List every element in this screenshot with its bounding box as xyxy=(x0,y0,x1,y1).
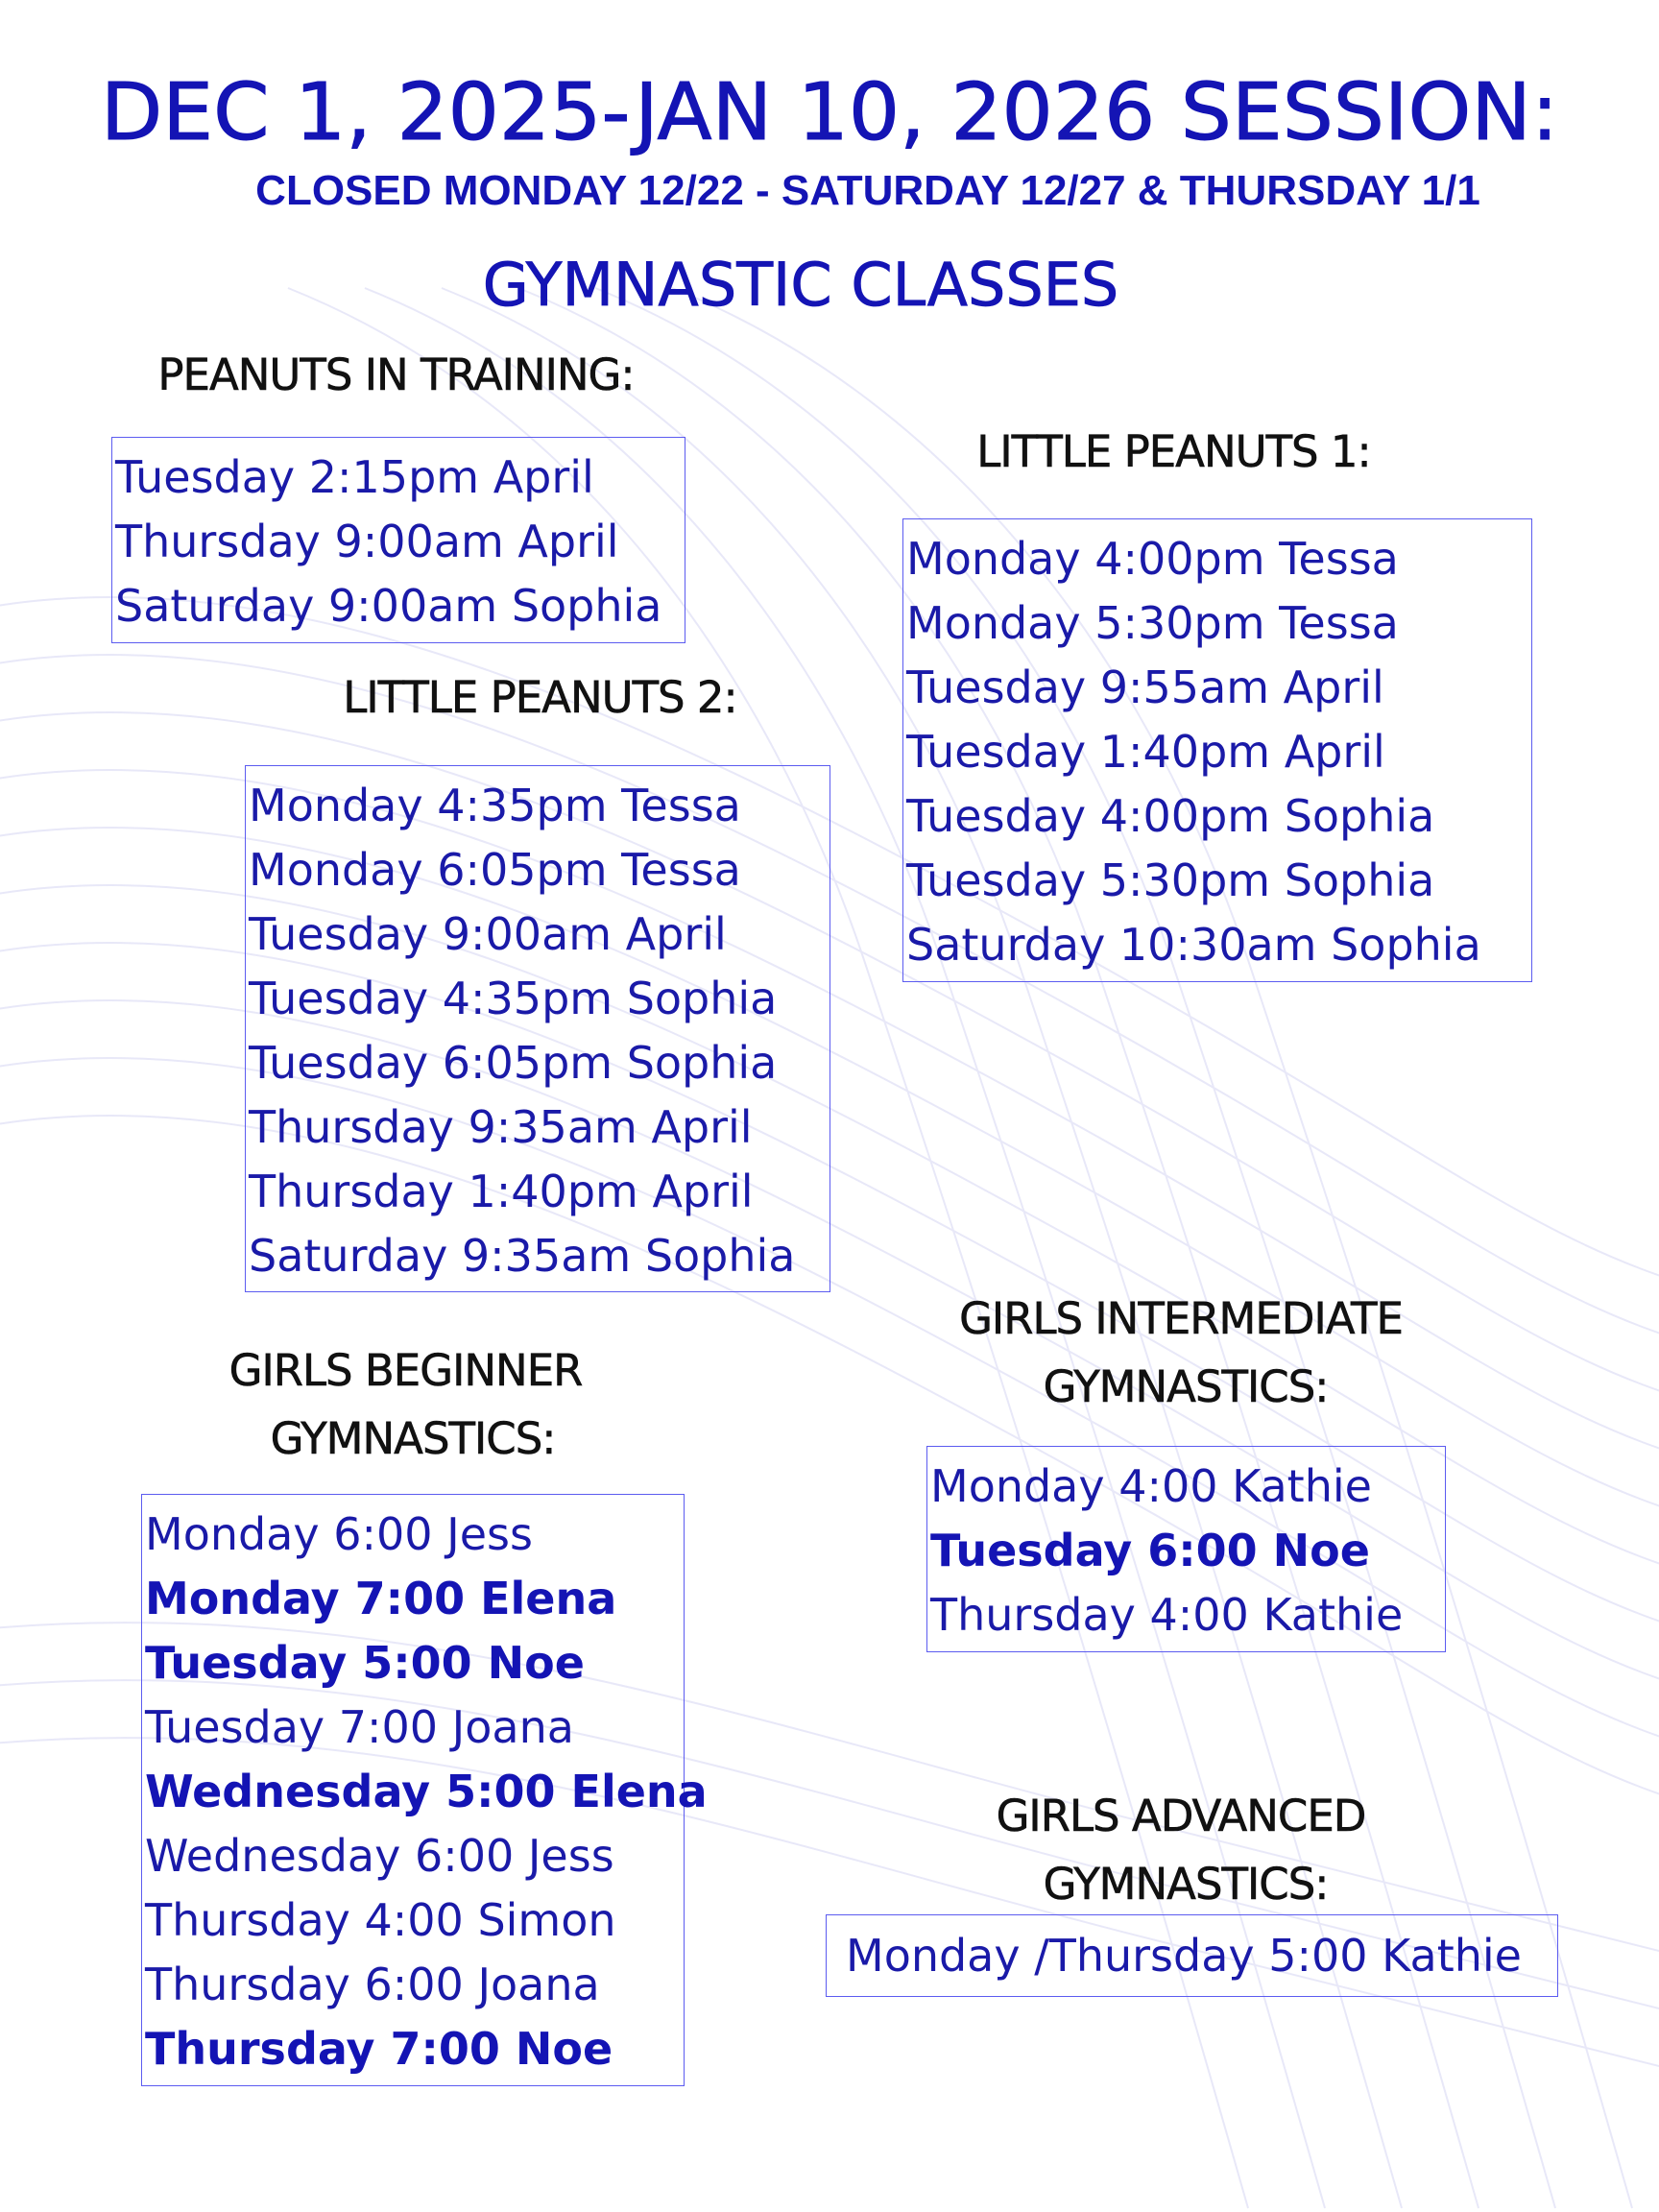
schedule-box-girls-beginner xyxy=(141,1494,708,2086)
class-slot: Thursday 9:35am April xyxy=(249,1101,753,1153)
class-slot: Tuesday 9:00am April xyxy=(249,908,727,960)
section-title-little-peanuts-2: LITTLE PEANUTS 2: xyxy=(343,672,737,723)
class-slot: Tuesday 1:40pm April xyxy=(906,726,1385,778)
class-slot: Thursday 4:00 Kathie xyxy=(930,1589,1404,1641)
page-title: DEC 1, 2025-JAN 10, 2026 SESSION: xyxy=(100,67,1559,158)
schedule-box-little-peanuts-2 xyxy=(245,765,830,1292)
class-slot: Monday 4:00 Kathie xyxy=(930,1460,1372,1512)
class-slot: Monday 7:00 Elena xyxy=(145,1573,617,1624)
class-slot: Tuesday 6:00 Noe xyxy=(930,1525,1370,1576)
class-slot: Tuesday 9:55am April xyxy=(906,661,1384,713)
class-slot: Tuesday 5:00 Noe xyxy=(145,1637,585,1689)
section-title-peanuts-in-training: PEANUTS IN TRAINING: xyxy=(157,349,635,400)
section-title-girls-beginner-line1: GIRLS BEGINNER xyxy=(228,1345,583,1396)
class-slot: Monday 6:05pm Tessa xyxy=(249,844,741,896)
class-slot: Saturday 10:30am Sophia xyxy=(906,919,1481,971)
class-slot: Monday 5:30pm Tessa xyxy=(906,597,1399,649)
class-slot: Thursday 4:00 Simon xyxy=(145,1894,616,1946)
schedule-box-little-peanuts-1 xyxy=(902,518,1532,982)
section-title-girls-intermediate-line1: GIRLS INTERMEDIATE xyxy=(959,1293,1403,1344)
class-slot: Wednesday 5:00 Elena xyxy=(145,1766,708,1817)
section-title-girls-intermediate-line2: GYMNASTICS: xyxy=(1043,1361,1329,1412)
schedule-box-girls-intermediate xyxy=(926,1446,1446,1652)
class-slot: Thursday 7:00 Noe xyxy=(145,2023,613,2075)
class-slot: Monday 6:00 Jess xyxy=(145,1508,533,1560)
class-slot: Monday 4:35pm Tessa xyxy=(249,780,741,831)
class-slot: Saturday 9:00am Sophia xyxy=(115,580,662,632)
class-slot: Monday /Thursday 5:00 Kathie xyxy=(846,1930,1522,1982)
class-slot: Tuesday 7:00 Joana xyxy=(145,1701,574,1753)
class-slot: Tuesday 4:00pm Sophia xyxy=(906,790,1435,842)
class-slot: Tuesday 6:05pm Sophia xyxy=(249,1037,778,1089)
closed-notice: CLOSED MONDAY 12/22 - SATURDAY 12/27 & THURSDAY 1/1 xyxy=(255,167,1480,214)
section-title-girls-advanced-line1: GIRLS ADVANCED xyxy=(996,1791,1366,1841)
class-slot: Saturday 9:35am Sophia xyxy=(249,1230,796,1282)
section-title-girls-advanced-line2: GYMNASTICS: xyxy=(1043,1859,1329,1910)
class-slot: Tuesday 5:30pm Sophia xyxy=(906,854,1435,906)
class-slot: Tuesday 2:15pm April xyxy=(115,451,594,503)
schedule-box-girls-advanced xyxy=(826,1914,1558,1997)
section-title-little-peanuts-1: LITTLE PEANUTS 1: xyxy=(976,426,1371,477)
class-slot: Thursday 6:00 Joana xyxy=(145,1959,600,2010)
class-slot: Monday 4:00pm Tessa xyxy=(906,533,1399,585)
class-slot: Tuesday 4:35pm Sophia xyxy=(249,973,778,1024)
schedule-box-peanuts-in-training xyxy=(111,437,685,643)
class-slot: Thursday 1:40pm April xyxy=(249,1166,754,1217)
class-slot: Thursday 9:00am April xyxy=(115,516,619,567)
class-slot: Wednesday 6:00 Jess xyxy=(145,1830,614,1882)
section-title-girls-beginner-line2: GYMNASTICS: xyxy=(270,1413,556,1464)
classes-subtitle: GYMNASTIC CLASSES xyxy=(482,250,1119,320)
